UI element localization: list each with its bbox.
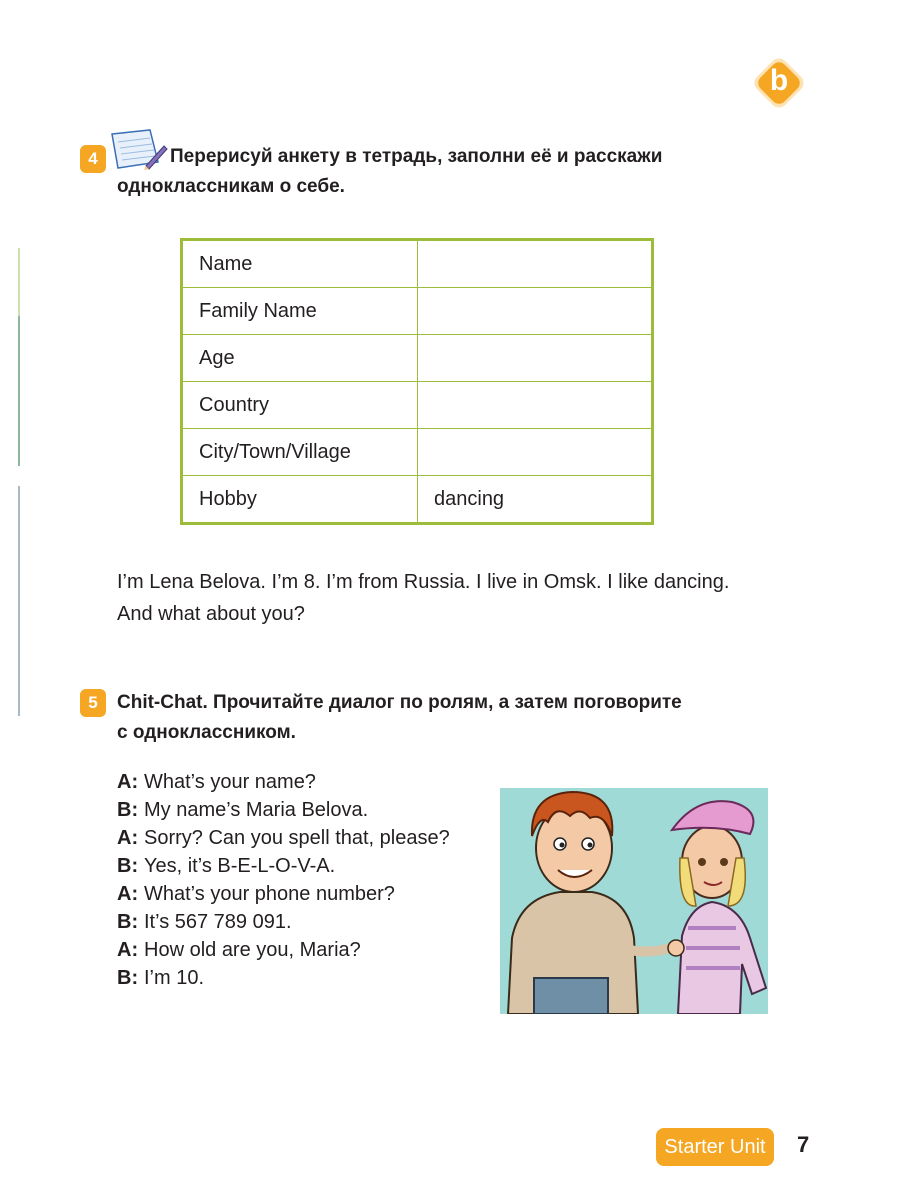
table-row — [182, 335, 653, 382]
dialog — [117, 768, 450, 992]
dialog-line — [117, 936, 450, 964]
task5-instruction — [117, 688, 682, 748]
task4-instruction-line1: Перерисуй анкету в тетрадь, заполни её и расскажи — [170, 146, 663, 167]
section-badge — [746, 50, 812, 116]
speaker-label: B: — [117, 967, 139, 989]
speaker-label: B: — [117, 799, 139, 821]
table-row — [182, 476, 653, 524]
dialog-text: Yes, it’s B-E-L-O-V-A. — [144, 855, 336, 877]
row-label: Hobby — [182, 476, 418, 524]
dialog-text: Sorry? Can you spell that, please? — [144, 827, 450, 849]
task-number-badge: 4 — [80, 145, 106, 173]
dialog-line — [117, 796, 450, 824]
row-value — [418, 382, 653, 429]
speaker-label: B: — [117, 911, 139, 933]
dialog-text: It’s 567 789 091. — [144, 911, 292, 933]
task4-instruction — [170, 142, 662, 172]
dialog-line — [117, 964, 450, 992]
task5-instruction-line2: с одноклассником. — [117, 722, 296, 743]
dialog-text: I’m 10. — [144, 967, 205, 989]
dialog-text: What’s your name? — [144, 771, 316, 793]
page-edge-line — [18, 248, 20, 318]
dialog-text: How old are you, Maria? — [144, 939, 361, 961]
dialog-text: What’s your phone number? — [144, 883, 395, 905]
task4-instruction-cont — [117, 172, 345, 202]
row-value: dancing — [418, 476, 653, 524]
task4-instruction-line2: одноклассникам о себе. — [117, 176, 345, 197]
table-row — [182, 382, 653, 429]
row-value — [418, 288, 653, 335]
page-number: 7 — [797, 1132, 810, 1157]
speaker-label: A: — [117, 827, 139, 849]
speaker-label: A: — [117, 939, 139, 961]
row-value — [418, 429, 653, 476]
row-value — [418, 240, 653, 288]
page-edge-line — [18, 316, 20, 466]
dialog-line — [117, 880, 450, 908]
speaker-label: A: — [117, 771, 139, 793]
row-label: Family Name — [182, 288, 418, 335]
dialog-line — [117, 824, 450, 852]
speaker-label: B: — [117, 855, 139, 877]
row-label: Country — [182, 382, 418, 429]
example-line2: And what about you? — [117, 603, 305, 625]
dialog-line — [117, 852, 450, 880]
notebook-pencil-icon — [106, 128, 168, 172]
dialog-text: My name’s Maria Belova. — [144, 799, 369, 821]
kids-illustration — [500, 788, 768, 1014]
table-row — [182, 429, 653, 476]
unit-tab: Starter Unit — [656, 1128, 774, 1166]
row-label: City/Town/Village — [182, 429, 418, 476]
example-line1: I’m Lena Belova. I’m 8. I’m from Russia. I live in Omsk. I like dancing. — [117, 571, 730, 593]
page-edge-line — [18, 486, 20, 716]
row-value — [418, 335, 653, 382]
dialog-line — [117, 768, 450, 796]
task5-instruction-line1: Chit-Chat. Прочитайте диалог по ролям, а затем поговорите — [117, 692, 682, 713]
example-paragraph — [117, 566, 757, 630]
task-number-badge: 5 — [80, 689, 106, 717]
questionnaire-table — [180, 238, 654, 525]
table-row — [182, 240, 653, 288]
speaker-label: A: — [117, 883, 139, 905]
dialog-line — [117, 908, 450, 936]
badge-letter: b — [769, 64, 789, 97]
row-label: Age — [182, 335, 418, 382]
row-label: Name — [182, 240, 418, 288]
table-row — [182, 288, 653, 335]
